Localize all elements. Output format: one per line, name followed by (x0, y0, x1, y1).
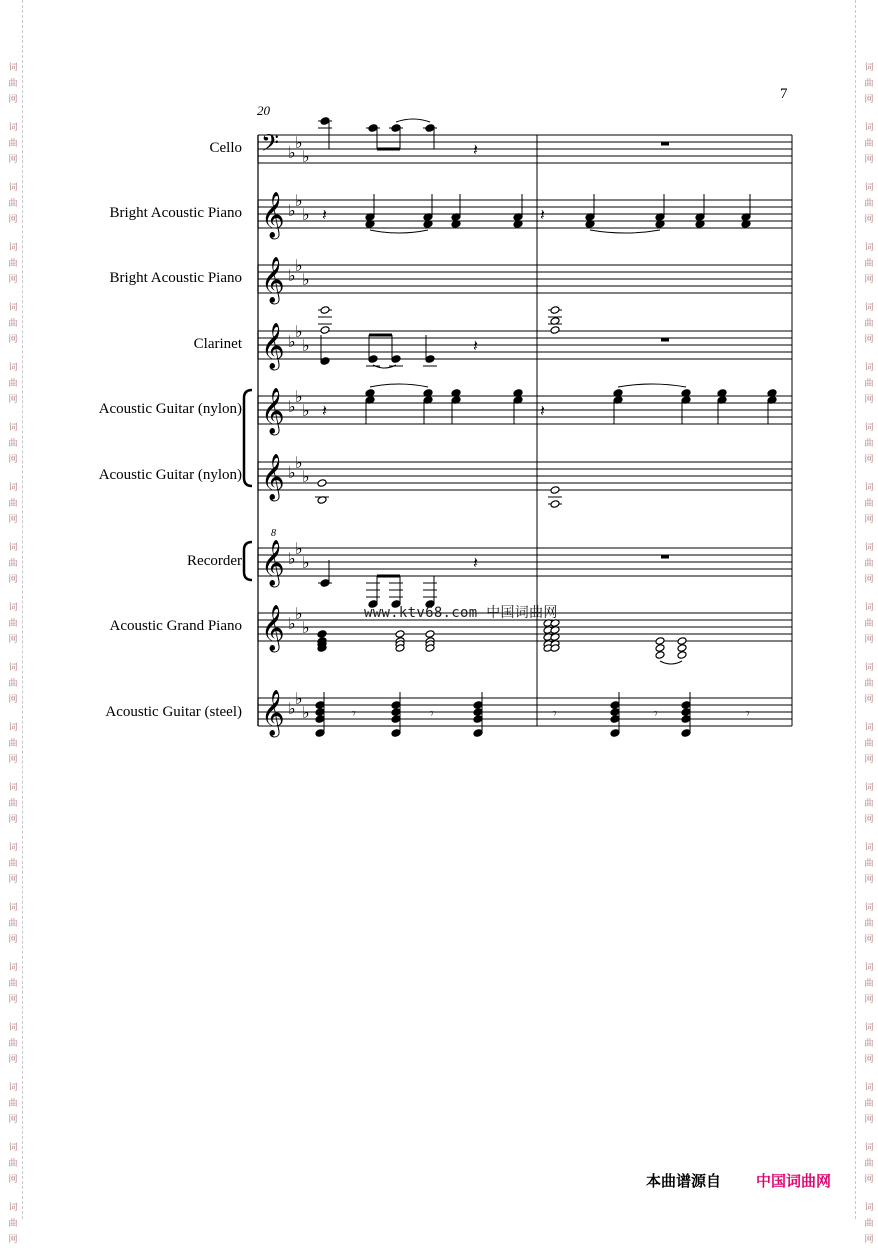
footer-source-label: 本曲谱源自 (646, 1172, 722, 1190)
side-mark: 词 曲 网 (864, 963, 874, 1005)
side-mark: 词 曲 网 (864, 843, 874, 885)
side-mark: 词 曲 网 (8, 1083, 18, 1125)
treble-clef: 𝄞 (261, 454, 285, 500)
notehead (317, 479, 327, 488)
instrument-label-clarinet: Clarinet (193, 336, 242, 352)
side-mark: 词 曲 网 (864, 363, 874, 405)
side-mark: 词 曲 网 (8, 183, 18, 225)
notehead (677, 644, 687, 653)
notehead (395, 630, 405, 639)
notehead (473, 708, 483, 717)
side-mark: 词 曲 网 (864, 543, 874, 585)
notehead (425, 630, 435, 639)
notehead (315, 701, 325, 710)
side-mark: 词 曲 网 (8, 903, 18, 945)
side-mark: 词 曲 网 (8, 1023, 18, 1065)
notehead (681, 715, 691, 724)
instrument-label-grand-piano: Acoustic Grand Piano (109, 618, 242, 634)
flat-sign: ♭ (288, 549, 296, 568)
flat-sign: ♭ (295, 387, 303, 406)
side-mark: 词 曲 网 (8, 1143, 18, 1185)
side-mark: 词 曲 网 (864, 183, 874, 225)
notehead (368, 124, 378, 133)
side-mark: 词 曲 网 (864, 483, 874, 525)
notehead (391, 355, 401, 364)
notehead (610, 729, 620, 738)
instrument-label-cello: Cello (209, 140, 242, 156)
flat-sign: ♭ (295, 256, 303, 275)
side-mark: 词 曲 网 (8, 63, 18, 105)
notehead (320, 579, 330, 588)
footer-site-name: 中国词曲网 (756, 1172, 832, 1190)
notehead (610, 701, 620, 710)
tie (590, 230, 660, 233)
notehead (315, 715, 325, 724)
side-mark: 词 曲 网 (8, 243, 18, 285)
page-number: 7 (780, 86, 788, 102)
notehead (473, 715, 483, 724)
flat-sign: ♭ (302, 703, 310, 722)
notehead (391, 715, 401, 724)
notehead (320, 326, 330, 335)
instrument-label-nylon-guitar-1: Acoustic Guitar (nylon) (98, 401, 242, 417)
side-mark: 词 曲 网 (8, 963, 18, 1005)
notehead (681, 701, 691, 710)
side-mark: 词 曲 网 (864, 423, 874, 465)
notehead (610, 708, 620, 717)
whole-rest (661, 555, 669, 559)
notehead (391, 708, 401, 717)
notehead (681, 729, 691, 738)
flat-sign: ♭ (302, 467, 310, 486)
notehead (550, 306, 560, 315)
side-mark: 词 曲 网 (864, 1083, 874, 1125)
eighth-rest: 𝄾 (553, 706, 557, 722)
side-mark: 词 曲 网 (864, 723, 874, 765)
quarter-rest: 𝄽 (473, 140, 478, 159)
flat-sign: ♭ (302, 205, 310, 224)
side-mark: 词 曲 网 (8, 783, 18, 825)
quarter-rest: 𝄽 (322, 205, 327, 224)
flat-sign: ♭ (295, 689, 303, 708)
notehead (677, 651, 687, 660)
side-mark: 词 曲 网 (864, 63, 874, 105)
instrument-label-steel-guitar: Acoustic Guitar (steel) (105, 704, 242, 720)
measure-number: 20 (257, 103, 270, 118)
flat-sign: ♭ (295, 453, 303, 472)
flat-sign: ♭ (302, 270, 310, 289)
side-mark: 词 曲 网 (864, 303, 874, 345)
instrument-label-recorder: Recorder (187, 553, 242, 569)
side-mark: 词 曲 网 (8, 363, 18, 405)
notehead (320, 117, 330, 126)
guitar-bracket (244, 390, 252, 486)
flat-sign: ♭ (288, 266, 296, 285)
notehead (425, 124, 435, 133)
side-mark: 词 曲 网 (8, 663, 18, 705)
tie (396, 119, 430, 122)
flat-sign: ♭ (295, 322, 303, 341)
bass-clef: 𝄢 (261, 129, 280, 162)
recorder-bracket (244, 542, 252, 580)
side-mark: 词 曲 网 (864, 663, 874, 705)
side-mark: 词 曲 网 (864, 603, 874, 645)
quarter-rest: 𝄽 (540, 401, 545, 420)
flat-sign: ♭ (288, 201, 296, 220)
notehead (473, 729, 483, 738)
instrument-label-bright-piano-2: Bright Acoustic Piano (109, 270, 242, 286)
notehead (550, 326, 560, 335)
notehead (550, 500, 560, 509)
flat-sign: ♭ (302, 553, 310, 572)
side-mark: 词 曲 网 (864, 1143, 874, 1185)
flat-sign: ♭ (302, 336, 310, 355)
flat-sign: ♭ (302, 618, 310, 637)
notehead (473, 701, 483, 710)
tie (370, 230, 428, 233)
notehead (320, 306, 330, 315)
notehead (317, 630, 327, 639)
notehead (391, 729, 401, 738)
instrument-label-nylon-guitar-2: Acoustic Guitar (nylon) (98, 467, 242, 483)
flat-sign: ♭ (302, 401, 310, 420)
notehead (681, 708, 691, 717)
eighth-rest: 𝄾 (430, 706, 434, 722)
quarter-rest: 𝄽 (473, 336, 478, 355)
side-mark: 词 曲 网 (8, 843, 18, 885)
notehead (320, 357, 330, 366)
side-mark: 词 曲 网 (864, 1203, 874, 1245)
flat-sign: ♭ (288, 699, 296, 718)
side-mark: 词 曲 网 (864, 1023, 874, 1065)
side-mark: 词 曲 网 (8, 303, 18, 345)
side-mark: 词 曲 网 (8, 483, 18, 525)
quarter-rest: 𝄽 (473, 553, 478, 572)
watermark-text: www.ktv68.com 中国词曲网 (364, 605, 558, 621)
notehead (368, 355, 378, 364)
treble-clef: 𝄞 (261, 690, 285, 736)
recorder-octave-mark: 8 (271, 528, 276, 539)
treble-clef: 𝄞 (261, 605, 285, 651)
flat-sign: ♭ (288, 397, 296, 416)
treble-clef: 𝄞 (261, 388, 285, 434)
treble-clef: 𝄞 (261, 192, 285, 238)
flat-sign: ♭ (295, 604, 303, 623)
tie (618, 384, 686, 387)
treble-clef: 𝄞 (261, 323, 285, 369)
flat-sign: ♭ (295, 539, 303, 558)
notehead (550, 486, 560, 495)
notehead (391, 124, 401, 133)
notehead (315, 729, 325, 738)
tie (370, 384, 428, 387)
eighth-rest: 𝄾 (746, 706, 750, 722)
notehead (677, 637, 687, 646)
notehead (655, 644, 665, 653)
flat-sign: ♭ (288, 332, 296, 351)
flat-sign: ♭ (288, 614, 296, 633)
whole-rest (661, 338, 669, 342)
notehead (425, 355, 435, 364)
side-mark: 词 曲 网 (8, 603, 18, 645)
flat-sign: ♭ (302, 147, 310, 166)
notehead (655, 637, 665, 646)
side-mark: 词 曲 网 (8, 1203, 18, 1245)
quarter-rest: 𝄽 (540, 205, 545, 224)
flat-sign: ♭ (288, 143, 296, 162)
tie (660, 661, 682, 664)
eighth-rest: 𝄾 (654, 706, 658, 722)
side-mark: 词 曲 网 (8, 723, 18, 765)
tie (373, 365, 396, 368)
flat-sign: ♭ (288, 463, 296, 482)
treble-clef: 𝄞 (261, 257, 285, 303)
instrument-label-bright-piano-1: Bright Acoustic Piano (109, 205, 242, 221)
side-mark: 词 曲 网 (8, 423, 18, 465)
side-mark: 词 曲 网 (864, 243, 874, 285)
side-mark: 词 曲 网 (8, 543, 18, 585)
notehead (655, 651, 665, 660)
notehead (315, 708, 325, 717)
side-mark: 词 曲 网 (864, 123, 874, 165)
notehead (610, 715, 620, 724)
side-mark: 词 曲 网 (864, 903, 874, 945)
eighth-rest: 𝄾 (352, 706, 356, 722)
side-mark: 词 曲 网 (864, 783, 874, 825)
flat-sign: ♭ (295, 133, 303, 152)
quarter-rest: 𝄽 (322, 401, 327, 420)
notehead (391, 701, 401, 710)
whole-rest (661, 142, 669, 146)
flat-sign: ♭ (295, 191, 303, 210)
side-mark: 词 曲 网 (8, 123, 18, 165)
treble-clef: 𝄞 (261, 540, 285, 586)
